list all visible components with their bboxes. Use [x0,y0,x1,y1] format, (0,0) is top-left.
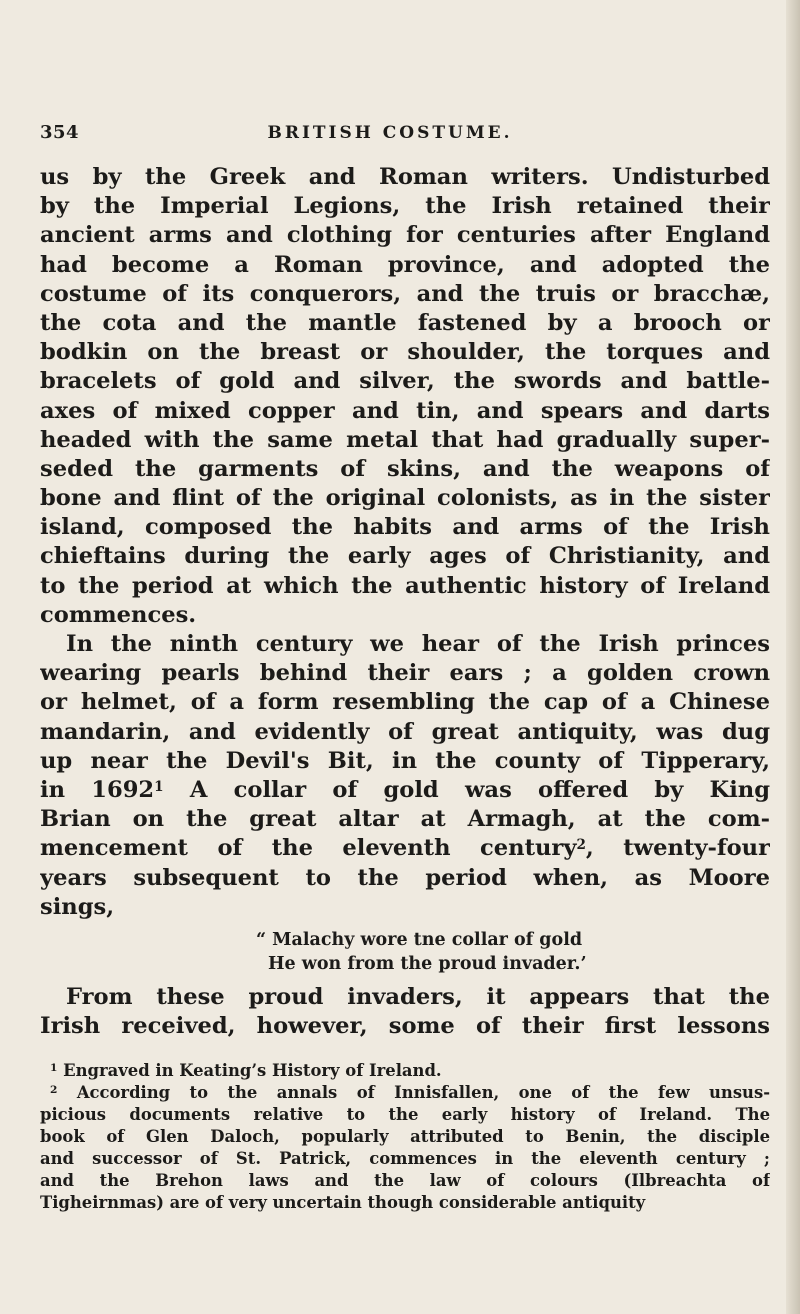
body-text [40,163,770,922]
body-line: had become a Roman province, and adopted the [40,251,770,278]
body-line: mandarin, and evidently of great antiquity, was dug [40,718,770,745]
body-line: up near the Devil's Bit, in the county of Tipperary, [40,747,770,774]
body-line: In the ninth century we hear of the Irish princes [66,631,770,657]
body-line: sings, [40,893,115,920]
body-line: us by the Greek and Roman writers. Undisturbed [40,164,770,190]
body-line: or helmet, of a form resembling the cap of a Chinese [40,689,770,716]
page-header [40,118,740,148]
body-line: island, composed the habits and arms of the Irish [40,514,770,541]
footnote-mark: 2 [50,1083,58,1096]
page-number: 354 [40,122,80,143]
running-head: BRITISH COSTUME. [267,123,513,143]
footnote-mark: 1 [50,1061,58,1074]
footnote-reference-2: 2 [576,837,586,854]
verse-quotation [0,928,800,976]
body-line: years subsequent to the period when, as Moore [40,864,770,891]
body-line-text: mencement of the eleventh century [40,835,577,862]
footnote-line: Tigheirnmas) are of very uncertain though considerable antiquity [40,1193,646,1212]
footnote-line: picious documents relative to the early history of Ireland. The [40,1105,770,1124]
body-line [40,776,770,805]
footnote-line [40,1060,770,1082]
continuation-text [40,983,770,1041]
body-line: the cota and the mantle fastened by a brooch or [40,309,770,336]
footnote-text: According to the annals of Innisfallen, one of the few unsus- [57,1083,770,1102]
body-line: headed with the same metal that had gradually super- [40,426,770,453]
body-line: bone and flint of the original colonists, as in the sister [40,485,770,512]
quote-line: “ Malachy wore tne collar of gold [256,930,583,950]
body-line: ancient arms and clothing for centuries after England [40,222,770,249]
body-line: bracelets of gold and silver, the swords and battle- [40,368,770,395]
body-line: Brian on the great altar at Armagh, at the com- [40,806,770,833]
body-line: seded the garments of skins, and the weapons of [40,455,770,482]
body-line: wearing pearls behind their ears ; a golden crown [40,660,770,687]
page-edge [786,0,800,1314]
body-line [40,834,770,863]
footnote-text: Engraved in Keating’s History of Ireland. [57,1061,442,1080]
body-line-text: in 1692 [40,776,155,803]
body-line-text: , twenty-four [585,835,770,862]
footnote-line: and the Brehon laws and the law of colours (Ilbreachta of [40,1171,770,1190]
body-line: to the period at which the authentic history of Ireland [40,572,770,599]
body-line: bodkin on the breast or shoulder, the torques and [40,339,770,366]
body-line: chieftains during the early ages of Christianity, and [40,543,770,570]
footnote-line: book of Glen Daloch, popularly attributed to Benin, the disciple [40,1127,770,1146]
body-line: From these proud invaders, it appears that the [66,984,770,1010]
body-line-text: A collar of gold was offered by King [163,776,770,803]
body-line: by the Imperial Legions, the Irish retained their [40,193,770,220]
footnote-line: and successor of St. Patrick, commences in the eleventh century ; [40,1149,770,1168]
body-line: axes of mixed copper and tin, and spears and darts [40,397,770,424]
footnotes [40,1060,770,1214]
body-line: commences. [40,601,197,628]
body-line: costume of its conquerors, and the truis or bracchæ, [40,280,770,307]
footnote-line [40,1082,770,1104]
quote-line: He won from the proud invader.’ [268,954,587,974]
body-line: Irish received, however, some of their first lessons [40,1013,770,1040]
footnote-reference-1: 1 [154,778,164,795]
